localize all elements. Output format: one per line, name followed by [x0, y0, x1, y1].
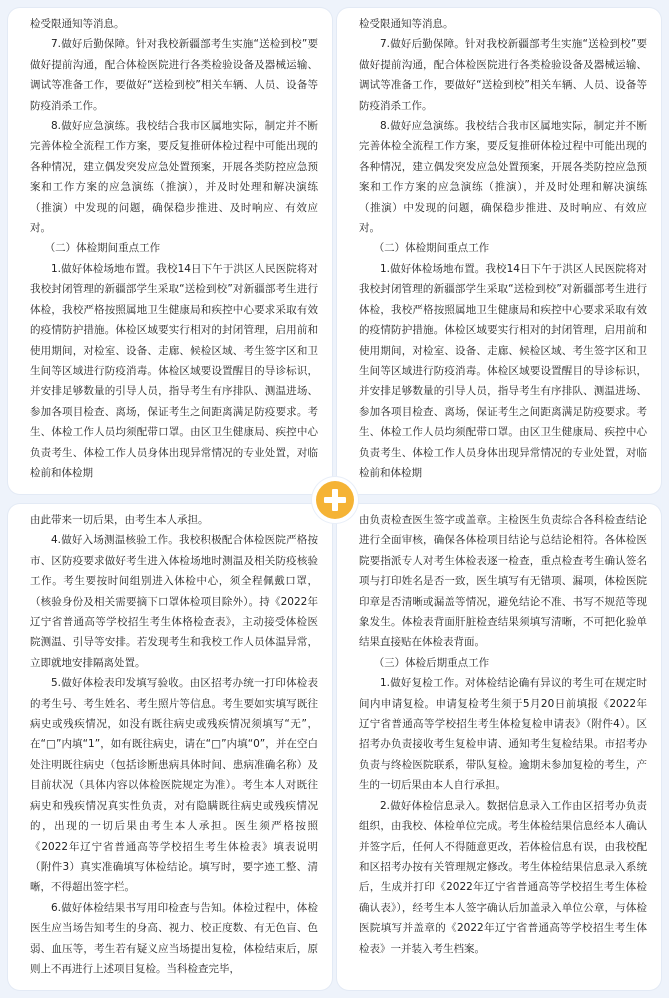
paragraph: 1.做好复检工作。对体检结论确有异议的考生可在规定时间内申请复检。申请复检考生须于5月20日前填报《2022年辽宁省普通高等学校招生考生体检复检申请表》（附件4）。区招考办负责接收考生复检申请、通知考生复检结果。市招考办负责与终检医院联系，带队复检。逾期未参加复检的考生，产生的一切后果由本人自行承担。	[359, 677, 647, 792]
paragraph: 检受限通知等消息。	[359, 18, 454, 30]
page-text	[337, 504, 661, 959]
paragraph: 5.做好体检表印发填写验收。由区招考办统一打印体检表的考生号、考生姓名、考生照片等信息。考生要如实填写既往病史或残疾情况，如没有既往病史或残疾情况须填写“无”，在“□”内填“1”，如有既往病史，请在“□”内填“0”，并在空白处注明既往病史（包括诊断患病具体时间、患病准确名称）及目前状况（具体内容以体检医院规定为准）。考生本人对既往病史和残疾情况真实性负责，对有隐瞒既往病史或残疾情况的，出现的一切后果由考生本人承担。医生须严格按照《2022年辽宁省普通高等学校招生考生体检表》填表说明（附件3）真实准确填写体检结论。填写时，要字迹工整、清晰，不得超出签字栏。	[30, 677, 318, 894]
paragraph: 7.做好后勤保障。针对我校新疆部考生实施“送检到校”要做好提前沟通，配合体检医院进行各类检验设备及器械运输、调试等准备工作，要做好“送检到校”相关车辆、人员、设备等防疫消杀工作。	[30, 38, 318, 112]
paragraph: 2.做好体检信息录入。数据信息录入工作由区招考办负责组织，由我校、体检单位完成。考生体检结果信息经本人确认并签字后，任何人不得随意更改，若体检信息有误，由我校配和区招考办按有关管理规定修改。考生体检结果信息录入系统后，生成并打印《2022年辽宁省普通高等学校招生考生体检确认表》），经考生本人签字确认后加盖录入单位公章，与体检医院填写并盖章的《2022年辽宁省普通高等学校招生考生体检表》一并装入考生档案。	[359, 799, 647, 955]
page-text	[8, 504, 332, 979]
paragraph: （二）体检期间重点工作	[44, 242, 161, 255]
paragraph: 4.做好入场测温核验工作。我校积极配合体检医院严格按市、区防疫要求做好考生进入体检场地时测温及相关防疫核验工作。考生要按时间组别进入体检中心，须全程佩戴口罩，（核验身份及相关需要摘下口罩体检项目除外）。持《2022年辽宁省普通高等学校招生考生体格检查表》，主动接受体检医院测温、引导等安排。若发现考生和我校工作人员体温异常，立即就地安排隔离处置。	[30, 534, 318, 669]
document-page-top-right	[337, 8, 661, 494]
plus-icon	[316, 481, 354, 519]
paragraph: 1.做好体检场地布置。我校14日下午于洪区人民医院将对我校封闭管理的新疆部学生采取“送检到校”对新疆部考生进行体检，我校严格按照属地卫生健康局和疾控中心要求采取有效的疫情防护措施。体检区域要实行相对的封闭管理，启用前和使用期间，对检室、设备、走廊、候检区域、考生签字区和卫生间等区域进行防疫消毒。体检区域要设置醒目的导诊标识，并安排足够数量的引导人员，指导考生有序排队、测温进场、参加各项目检查、离场，保证考生之间距离满足防疫要求。考生、体检工作人员均须配带口罩。由区卫生健康局、疾控中心负责考生、体检工作人员身体出现异常情况的专业处置，对临检前和体检期	[359, 262, 647, 479]
document-page-top-left	[8, 8, 332, 494]
paragraph: （二）体检期间重点工作	[373, 242, 490, 255]
paragraph: 检受限通知等消息。	[30, 18, 125, 30]
paragraph: （三）体检后期重点工作	[373, 656, 490, 669]
add-button[interactable]	[312, 477, 358, 523]
page-text	[337, 8, 661, 483]
paragraph: 8.做好应急演练。我校结合我市区属地实际，制定并不断完善体检全流程工作方案，要反复推研体检过程中可能出现的各种情况，建立偶发突发应急处置预案，开展各类防控应急预案和工作方案的应急演练（推演），并及时处理和解决演练（推演）中发现的问题，确保稳步推进、及时响应、有效应对。	[30, 120, 318, 235]
paragraph: 由此带来一切后果，由考生本人承担。	[30, 514, 209, 526]
paragraph: 8.做好应急演练。我校结合我市区属地实际，制定并不断完善体检全流程工作方案，要反复推研体检过程中可能出现的各种情况，建立偶发突发应急处置预案，开展各类防控应急预案和工作方案的应急演练（推演），并及时处理和解决演练（推演）中发现的问题，确保稳步推进、及时响应、有效应对。	[359, 120, 647, 235]
paragraph: 7.做好后勤保障。针对我校新疆部考生实施“送检到校”要做好提前沟通，配合体检医院进行各类检验设备及器械运输、调试等准备工作，要做好“送检到校”相关车辆、人员、设备等防疫消杀工作。	[359, 38, 647, 112]
paragraph: 6.做好体检结果书写用印检查与告知。体检过程中，体检医生应当场告知考生的身高、视力、校正度数、有无色盲、色弱、血压等，考生若有疑义应当场提出复检，体检结束后，原则上不再进行上述项目复检。当科检查完毕，	[30, 901, 318, 975]
paragraph: 1.做好体检场地布置。我校14日下午于洪区人民医院将对我校封闭管理的新疆部学生采取“送检到校”对新疆部考生进行体检，我校严格按照属地卫生健康局和疾控中心要求采取有效的疫情防护措施。体检区域要实行相对的封闭管理，启用前和使用期间，对检室、设备、走廊、候检区域、考生签字区和卫生间等区域进行防疫消毒。体检区域要设置醒目的导诊标识，并安排足够数量的引导人员，指导考生有序排队、测温进场、参加各项目检查、离场，保证考生之间距离满足防疫要求。考生、体检工作人员均须配带口罩。由区卫生健康局、疾控中心负责考生、体检工作人员身体出现异常情况的专业处置，对临检前和体检期	[30, 262, 318, 479]
document-page-bottom-left	[8, 504, 332, 990]
paragraph: 由负责检查医生签字或盖章。主检医生负责综合各科检查结论进行全面审核，确保各体检项目结论与总结论相符。各体检医院要指派专人对考生体检表逐一检查，重点检查考生确认签名项与打印姓名是否一致，医生填写有无错项、漏项，体检医院印章是否清晰或漏盖等情况，避免结论不准、书写不规范等现象发生。体检表背面肝脏检查结果须填写清晰，不可把化验单结果直接贴在体检表背面。	[359, 514, 647, 649]
document-page-bottom-right	[337, 504, 661, 990]
page-text	[8, 8, 332, 483]
